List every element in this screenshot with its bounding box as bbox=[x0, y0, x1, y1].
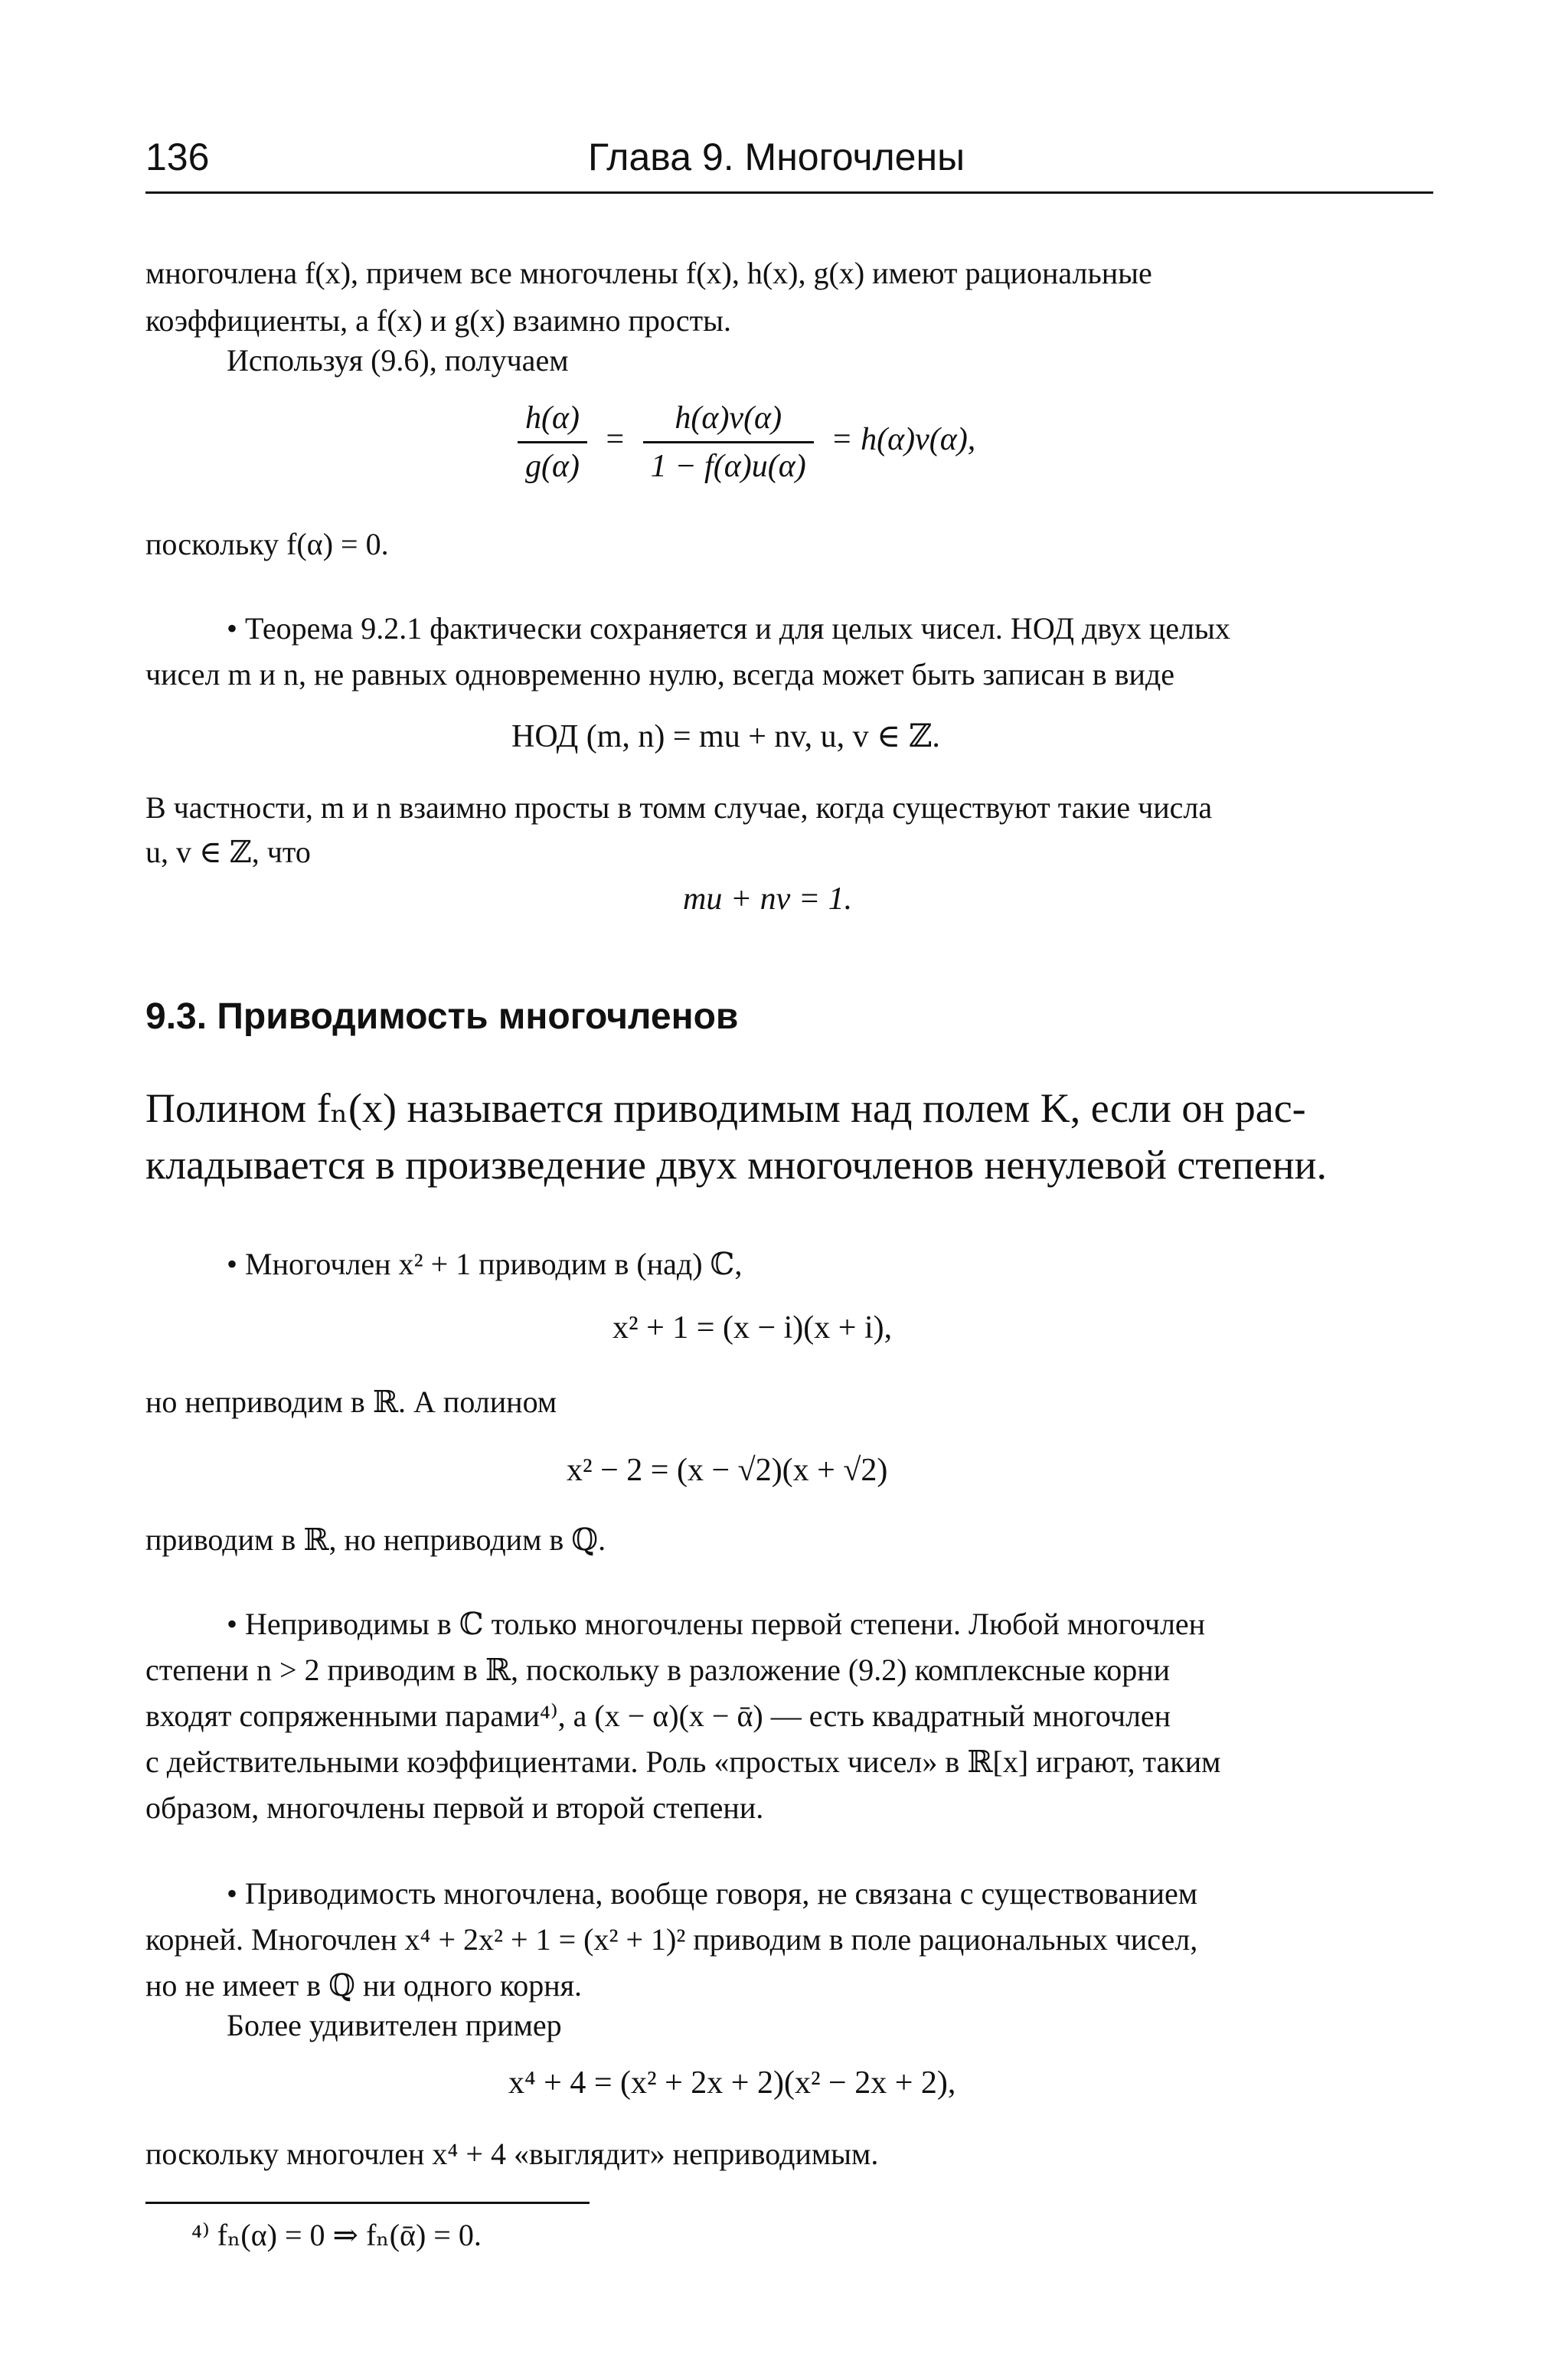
text-line: с действительными коэффициентами. Роль «простых чисел» в ℝ[x] играют, таким bbox=[145, 1745, 1221, 1779]
definition-text bbox=[145, 1080, 1327, 1193]
footnote-rule bbox=[145, 2202, 590, 2204]
text-line: • Теорема 9.2.1 фактически сохраняется и для целых чисел. НОД двух целых bbox=[227, 611, 1230, 646]
equals-sign: = bbox=[606, 422, 625, 458]
display-equation-fraction bbox=[518, 400, 975, 485]
text-line: многочлена f(x), причем все многочлены f(x), h(x), g(x) имеют рациональные bbox=[145, 256, 1152, 290]
text-line: • Приводимость многочлена, вообще говоря, не связана с существованием bbox=[227, 1876, 1198, 1911]
display-equation: x² − 2 = (x − √2)(x + √2) bbox=[567, 1453, 888, 1488]
text-line: чисел m и n, не равных одновременно нулю, всегда может быть записан в виде bbox=[145, 657, 1175, 692]
header-rule bbox=[145, 191, 1433, 194]
display-equation: mu + nv = 1. bbox=[683, 881, 853, 917]
text-line: приводим в ℝ, но неприводим в ℚ. bbox=[145, 1522, 606, 1557]
text-line: поскольку f(α) = 0. bbox=[145, 527, 389, 561]
text-line: образом, многочлены первой и второй степени. bbox=[145, 1790, 764, 1825]
fraction-numerator: h(α)v(α) bbox=[675, 401, 782, 436]
footnote: ⁴⁾ fₙ(α) = 0 ⇒ fₙ(ᾱ) = 0. bbox=[191, 2218, 482, 2252]
fraction-numerator: h(α) bbox=[525, 401, 580, 436]
definition-line: Полином fₙ(x) называется приводимым над полем K, если он рас- bbox=[145, 1085, 1306, 1131]
text-line: Более удивителен пример bbox=[227, 2008, 562, 2042]
text-line: поскольку многочлен x⁴ + 4 «выглядит» неприводимым. bbox=[145, 2137, 879, 2171]
fraction-denominator: g(α) bbox=[518, 441, 587, 485]
text-line: входят сопряженными парами⁴⁾, а (x − α)(x − ᾱ) — есть квадратный многочлен bbox=[145, 1699, 1171, 1733]
text-line: коэффициенты, а f(x) и g(x) взаимно просты. bbox=[145, 303, 731, 338]
text-line: В частности, m и n взаимно просты в томм случае, когда существуют такие числа bbox=[145, 790, 1213, 825]
fraction-lhs bbox=[518, 400, 587, 485]
equation-rhs: = h(α)v(α), bbox=[831, 422, 976, 458]
text-line: u, v ∈ ℤ, что bbox=[145, 835, 311, 869]
fraction-denominator: 1 − f(α)u(α) bbox=[643, 441, 814, 485]
display-equation: x² + 1 = (x − i)(x + i), bbox=[612, 1310, 893, 1346]
fraction-middle bbox=[643, 400, 814, 485]
text-line: корней. Многочлен x⁴ + 2x² + 1 = (x² + 1)² приводим в поле рациональных чисел, bbox=[145, 1922, 1198, 1957]
display-equation: x⁴ + 4 = (x² + 2x + 2)(x² − 2x + 2), bbox=[508, 2065, 956, 2101]
definition-line: кладывается в произведение двух многочленов ненулевой степени. bbox=[145, 1142, 1328, 1188]
running-header: Глава 9. Многочлены bbox=[588, 136, 965, 178]
section-heading: 9.3. Приводимость многочленов bbox=[145, 996, 739, 1037]
text-line: степени n > 2 приводим в ℝ, поскольку в разложение (9.2) комплексные корни bbox=[145, 1653, 1171, 1687]
text-line: но неприводим в ℝ. А полином bbox=[145, 1385, 557, 1419]
text-line: Используя (9.6), получаем bbox=[227, 343, 569, 378]
text-line: но не имеет в ℚ ни одного корня. bbox=[145, 1968, 583, 2003]
text-line: • Неприводимы в ℂ только многочлены первой степени. Любой многочлен bbox=[227, 1607, 1206, 1641]
text-line: • Многочлен x² + 1 приводим в (над) ℂ, bbox=[227, 1247, 743, 1281]
display-equation: НОД (m, n) = mu + nv, u, v ∈ ℤ. bbox=[511, 719, 940, 754]
page-number: 136 bbox=[145, 136, 210, 178]
